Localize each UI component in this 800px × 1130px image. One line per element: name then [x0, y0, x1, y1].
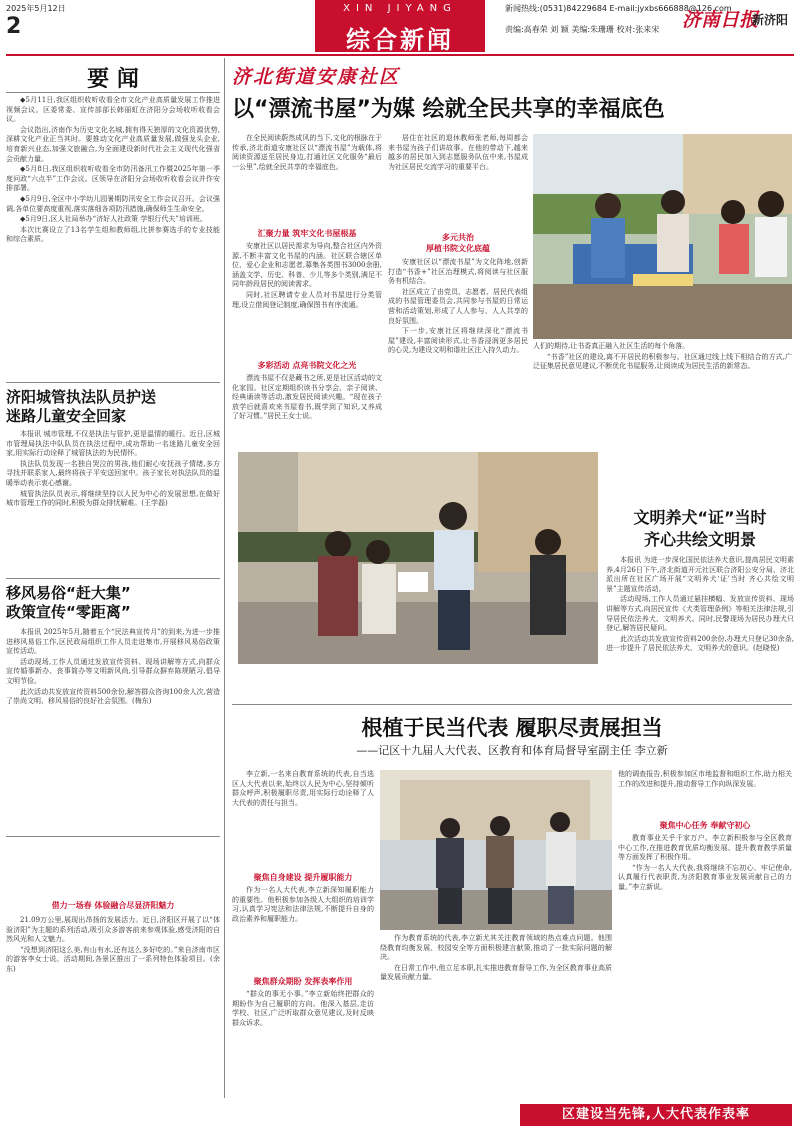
header-rule: [6, 54, 794, 56]
police-photo: [238, 452, 598, 664]
paragraph: 活动现场,工作人员通过悬挂横幅、发放宣传资料、现场讲解等方式,向居民宣传《犬类管理条例》等相关法律法规,引导居民依法养犬、文明养犬。同时,民警现场为居民办理犬只登记,解答居民疑问。: [606, 595, 794, 633]
bottom-subhead: 聚焦自身建设 提升履职能力: [253, 872, 353, 882]
police-community-photo: [238, 452, 598, 664]
paragraph: 城管执法队员表示,将继续坚持以人民为中心的发展思想,在做好城市管理工作的同时,积极为群众排忧解难。(王学磊): [6, 489, 220, 508]
lead-col3: [533, 342, 792, 446]
footer-banner: 区建设当先锋,人大代表作表率: [520, 1104, 792, 1126]
news-brief: ◆5月11日,我区组织收听收看全市文化产业高质量发展工作推进视频会议。区委常委、宣传部部长韩丽虹在济阳分会场收听收看会议。: [6, 96, 220, 124]
lead-headline: 以“漂流书屋”为媒 绘就全民共享的幸福底色: [232, 97, 665, 122]
page-number: 2: [6, 14, 22, 39]
article-body: [6, 628, 220, 828]
paragraph: 下一步,安康社区将继续深化“漂流书屋”建设,丰富阅读形式,让书香浸润更多居民的心灵,为建设文明和谐社区注入持久动力。: [388, 327, 528, 355]
lead-col2b: [388, 258, 528, 446]
subhead-line: 多元共治: [442, 232, 474, 242]
paragraph: 作为教育系统的代表,李立新尤其关注教育领域的热点难点问题。他围绕教育均衡发展、校园安全等方面积极建言献策,推动了一批实际问题的解决。: [380, 934, 612, 962]
lead-col1c: [232, 374, 382, 446]
paragraph: “作为一名人大代表,我将继续不忘初心、牢记使命,认真履行代表职责,为济阳教育事业发展贡献自己的力量。”李立新说。: [618, 863, 792, 891]
police-article-body: [606, 556, 794, 698]
paragraph: 安康社区以“漂流书屋”为文化阵地,创新打造“书香+”社区治理模式,将阅读与社区服务有机结合。: [388, 258, 528, 286]
news-brief: 本次比赛设立了13名学生组和教师组,比拼参赛选手的专业技能和综合素质。: [6, 225, 220, 244]
bottom-subhead: 聚焦中心任务 奉献守初心: [659, 820, 751, 830]
lead-photo: [533, 134, 792, 339]
bottom-col1b: [232, 886, 374, 972]
divider: [6, 836, 220, 837]
paragraph: 本报讯 2025年5月,随着五个“民法典宣传月”的到来,为进一步推进移风易俗工作,区民政局组织工作人员走进集市,开展移风易俗政策宣传活动。: [6, 628, 220, 656]
lead-kicker: 济北街道安康社区: [232, 66, 401, 88]
section-band-caption: XIN JIYANG: [343, 3, 457, 14]
lead-col1b: [232, 242, 382, 358]
news-brief: ◆5月9日,全区中小学幼儿园暑期防汛安全工作会议召开。会议强调,各单位要高度重视,落实落细各项防汛措施,确保师生生命安全。: [6, 194, 220, 213]
column-separator: [224, 58, 225, 1098]
paragraph: 在全民阅读蔚然成风的当下,文化的根脉在于传承,济北街道安康社区以“漂流书屋”为载体,将阅读资源送至居民身边,打通社区文化服务“最后一公里”,绘就全民共享的幸福底色。: [232, 134, 382, 171]
paragraph: 教育事业关乎千家万户。李立新积极参与全区教育中心工作,在推进教育优质均衡发展、提升教育教学质量等方面发挥了积极作用。: [618, 834, 792, 862]
paragraph: “群众的事无小事。”李立新始终把群众的期盼作为自己履职的方向。他深入基层,走访学校、社区,广泛听取群众意见建议,及时反映群众诉求。: [232, 990, 374, 1027]
editors-line: 责编:高春荣 刘 颖 美编:朱珊珊 校对:张来宋: [505, 25, 660, 34]
subhead-line: 厚植书院文化底蕴: [426, 243, 490, 253]
news-hotline: 新闻热线:(0531)84229684 E-mail:jyxbs666888@126.com: [505, 4, 732, 13]
children-reading-photo: [533, 134, 792, 339]
article-title-line: 济阳城管执法队员护送: [6, 388, 157, 406]
lead-col1: [232, 134, 382, 226]
article-title-line: 迷路儿童安全回家: [6, 407, 127, 425]
bottom-subtitle: ——记区十九届人大代表、区教育和体育局督导室副主任 李立新: [356, 744, 668, 757]
bottom-photo: [380, 770, 612, 930]
news-brief: ◆5月8日,我区组织收听收看全市防汛备汛工作暨2025年第一季度问政“六点半”工作会议。区领导在济阳分会场收听收看会议并作安排部署。: [6, 165, 220, 193]
paragraph: 执法队员发现一名独自哭泣的男孩,他们耐心安抚孩子情绪,多方寻找并联系家人,最终将孩子平安送回家中。孩子家长对执法队员的温暖举动表示衷心感谢。: [6, 459, 220, 487]
section-title: 综合新闻: [346, 26, 454, 54]
divider: [6, 92, 220, 93]
divider: [6, 382, 220, 383]
paragraph: 同时,社区聘请专业人员对书屋进行分类管理,设立借阅登记制度,确保图书有序流通。: [232, 290, 382, 309]
lead-col2: [388, 134, 528, 224]
police-article-title: [606, 507, 794, 551]
article-body: [6, 916, 220, 1096]
paragraph: 居住在社区的退休教师张老师,每周都会来书屋为孩子们讲故事。在他的带动下,越来越多的居民加入到志愿服务队伍中来,书屋成为社区居民交流学习的重要平台。: [388, 134, 528, 171]
paragraph: 在日常工作中,他立足本职,扎实推进教育督导工作,为全区教育事业高质量发展贡献力量。: [380, 963, 612, 982]
paragraph: 漂流书屋不仅是藏书之所,更是社区活动的文化家园。社区定期组织读书分享会、亲子阅读、经典诵读等活动,激发居民阅读兴趣。“现在孩子放学后就喜欢来书屋看书,既学到了知识,又养成了好习惯。”居民王女士说。: [232, 374, 382, 421]
news-brief-list: [6, 96, 220, 378]
paragraph: 活动现场,工作人员通过发放宣传资料、现场讲解等方式,向群众宣传婚事新办、丧事简办等文明新风尚,引导群众摒弃陈规陋习,倡导文明节俭。: [6, 657, 220, 685]
paragraph: 此次活动共发放宣传资料200余份,办理犬只登记30余条,进一步提升了居民依法养犬、文明养犬的意识。(赵晓悦): [606, 634, 794, 653]
paragraph: 李立新,一名来自教育系统的代表,自当选区人大代表以来,始终以人民为中心,坚持倾听群众呼声,积极履职尽责,用实际行动诠释了人大代表的责任与担当。: [232, 770, 374, 807]
news-brief: 会议指出,济南作为历史文化名城,拥有得天独厚的文化资源优势,深耕文化产业正当其时。要推动文化产业高质量发展,做强龙头企业,培育新兴业态,加强文旅融合,为全面建设新时代社会主义现代化强省会贡献力量。: [6, 125, 220, 163]
paragraph: 社区成立了由党员、志愿者、居民代表组成的书屋管理委员会,共同参与书屋的日常运营和活动策划,形成了人人参与、人人共享的良好氛围。: [388, 287, 528, 325]
paragraph: “没想到济阳这么美,有山有水,还有这么多好吃的。”来自济南市区的游客李女士说。活动期间,各景区推出了一系列特色体验项目。(余东): [6, 945, 220, 973]
article-subhead: 借力一场春 体验融合尽显济阳魅力: [51, 900, 175, 910]
paragraph: 本报讯 城市管理,不仅是执法与管护,更是温情的暖行。近日,区城市管理局执法中队队员在执法过程中,成功帮助一名迷路儿童安全回家,用实际行动诠释了城管执法的为民情怀。: [6, 430, 220, 458]
bottom-headline: 根植于民当代表 履职尽责展担当: [361, 716, 663, 740]
title-line: 文明养犬“证”当时: [633, 508, 767, 527]
divider: [6, 578, 220, 579]
school-visit-photo: [380, 770, 612, 930]
left-headline: 要 闻: [87, 67, 139, 92]
newspaper-logo-sub: 新济阳: [752, 13, 789, 27]
lead-subhead: 多彩活动 点亮书院文化之光: [257, 360, 357, 370]
bottom-col1: [232, 770, 374, 868]
bottom-col3-pre: [618, 770, 792, 816]
article-title: [6, 388, 220, 426]
bottom-col3: [618, 834, 792, 1096]
article-title-line: 政策宣传“零距离”: [6, 603, 131, 621]
paragraph: 他的调查报告,积极参加区市地监督和组织工作,助力相关工作的改进和提升,推动督导工作向纵深发展。: [618, 770, 792, 788]
lead-subhead: 汇聚力量 筑牢文化书屋根基: [257, 228, 357, 238]
paragraph: 作为一名人大代表,李立新深知履职能力的重要性。他积极参加各级人大组织的培训学习,认真学习宪法和法律法规,不断提升自身的政治素养和履职能力。: [232, 886, 374, 923]
lead-subhead: [388, 232, 528, 254]
newspaper-logo: 济南日报: [682, 9, 759, 31]
issue-date: 2025年5月12日: [6, 4, 66, 13]
article-body: [6, 430, 220, 568]
lead-story-header: [232, 62, 792, 128]
title-line: 齐心共绘文明景: [643, 530, 756, 549]
article-title-line: 移风易俗“赶大集”: [6, 584, 131, 602]
left-column: [6, 60, 220, 1098]
paragraph: “书香”社区的建设,离不开居民的积极参与。社区通过线上线下相结合的方式,广泛征集居民意见建议,不断优化书屋服务,让阅读成为居民生活的新常态。: [533, 352, 792, 371]
paragraph: 此次活动共发放宣传资料500余份,解答群众咨询100余人次,营造了崇尚文明、移风易俗的良好社会氛围。(梅东): [6, 687, 220, 706]
bottom-subhead: 聚焦群众期盼 发挥表率作用: [253, 976, 353, 986]
news-brief: ◆5月9日,区人社局举办“济好人社政策 学银行代夫”培训班。: [20, 215, 207, 224]
divider: [232, 704, 792, 705]
bottom-col2: [380, 934, 612, 1096]
article-title: [6, 584, 220, 622]
paragraph: 21.09万公里,展现出昂扬的发展活力。近日,济阳区开展了以“体验济阳”为主题的系列活动,吸引众多游客前来参观体验,感受济阳的自然风光和人文魅力。: [6, 916, 220, 944]
paragraph: 人们的期待,让书香真正融入社区生活的每个角落。: [533, 342, 690, 350]
paragraph: 本报讯 为进一步深化国民依法养犬意识,提高居民文明素养,4月26日下午,济北街道开元社区联合济阳公安分局、济北派出所在社区广场开展“文明养犬‘证’当时 齐心共绘文明景”主题宣传活动。: [606, 556, 794, 593]
bottom-col1c: [232, 990, 374, 1096]
paragraph: 安康社区以居民需求为导向,整合社区内外资源,不断丰富文化书屋的内涵。社区联合辖区单位、爱心企业和志愿者,募集各类图书3000余册,涵盖文学、历史、科普、少儿等多个类别,满足不同年龄段居民的阅读需求。: [232, 242, 382, 289]
